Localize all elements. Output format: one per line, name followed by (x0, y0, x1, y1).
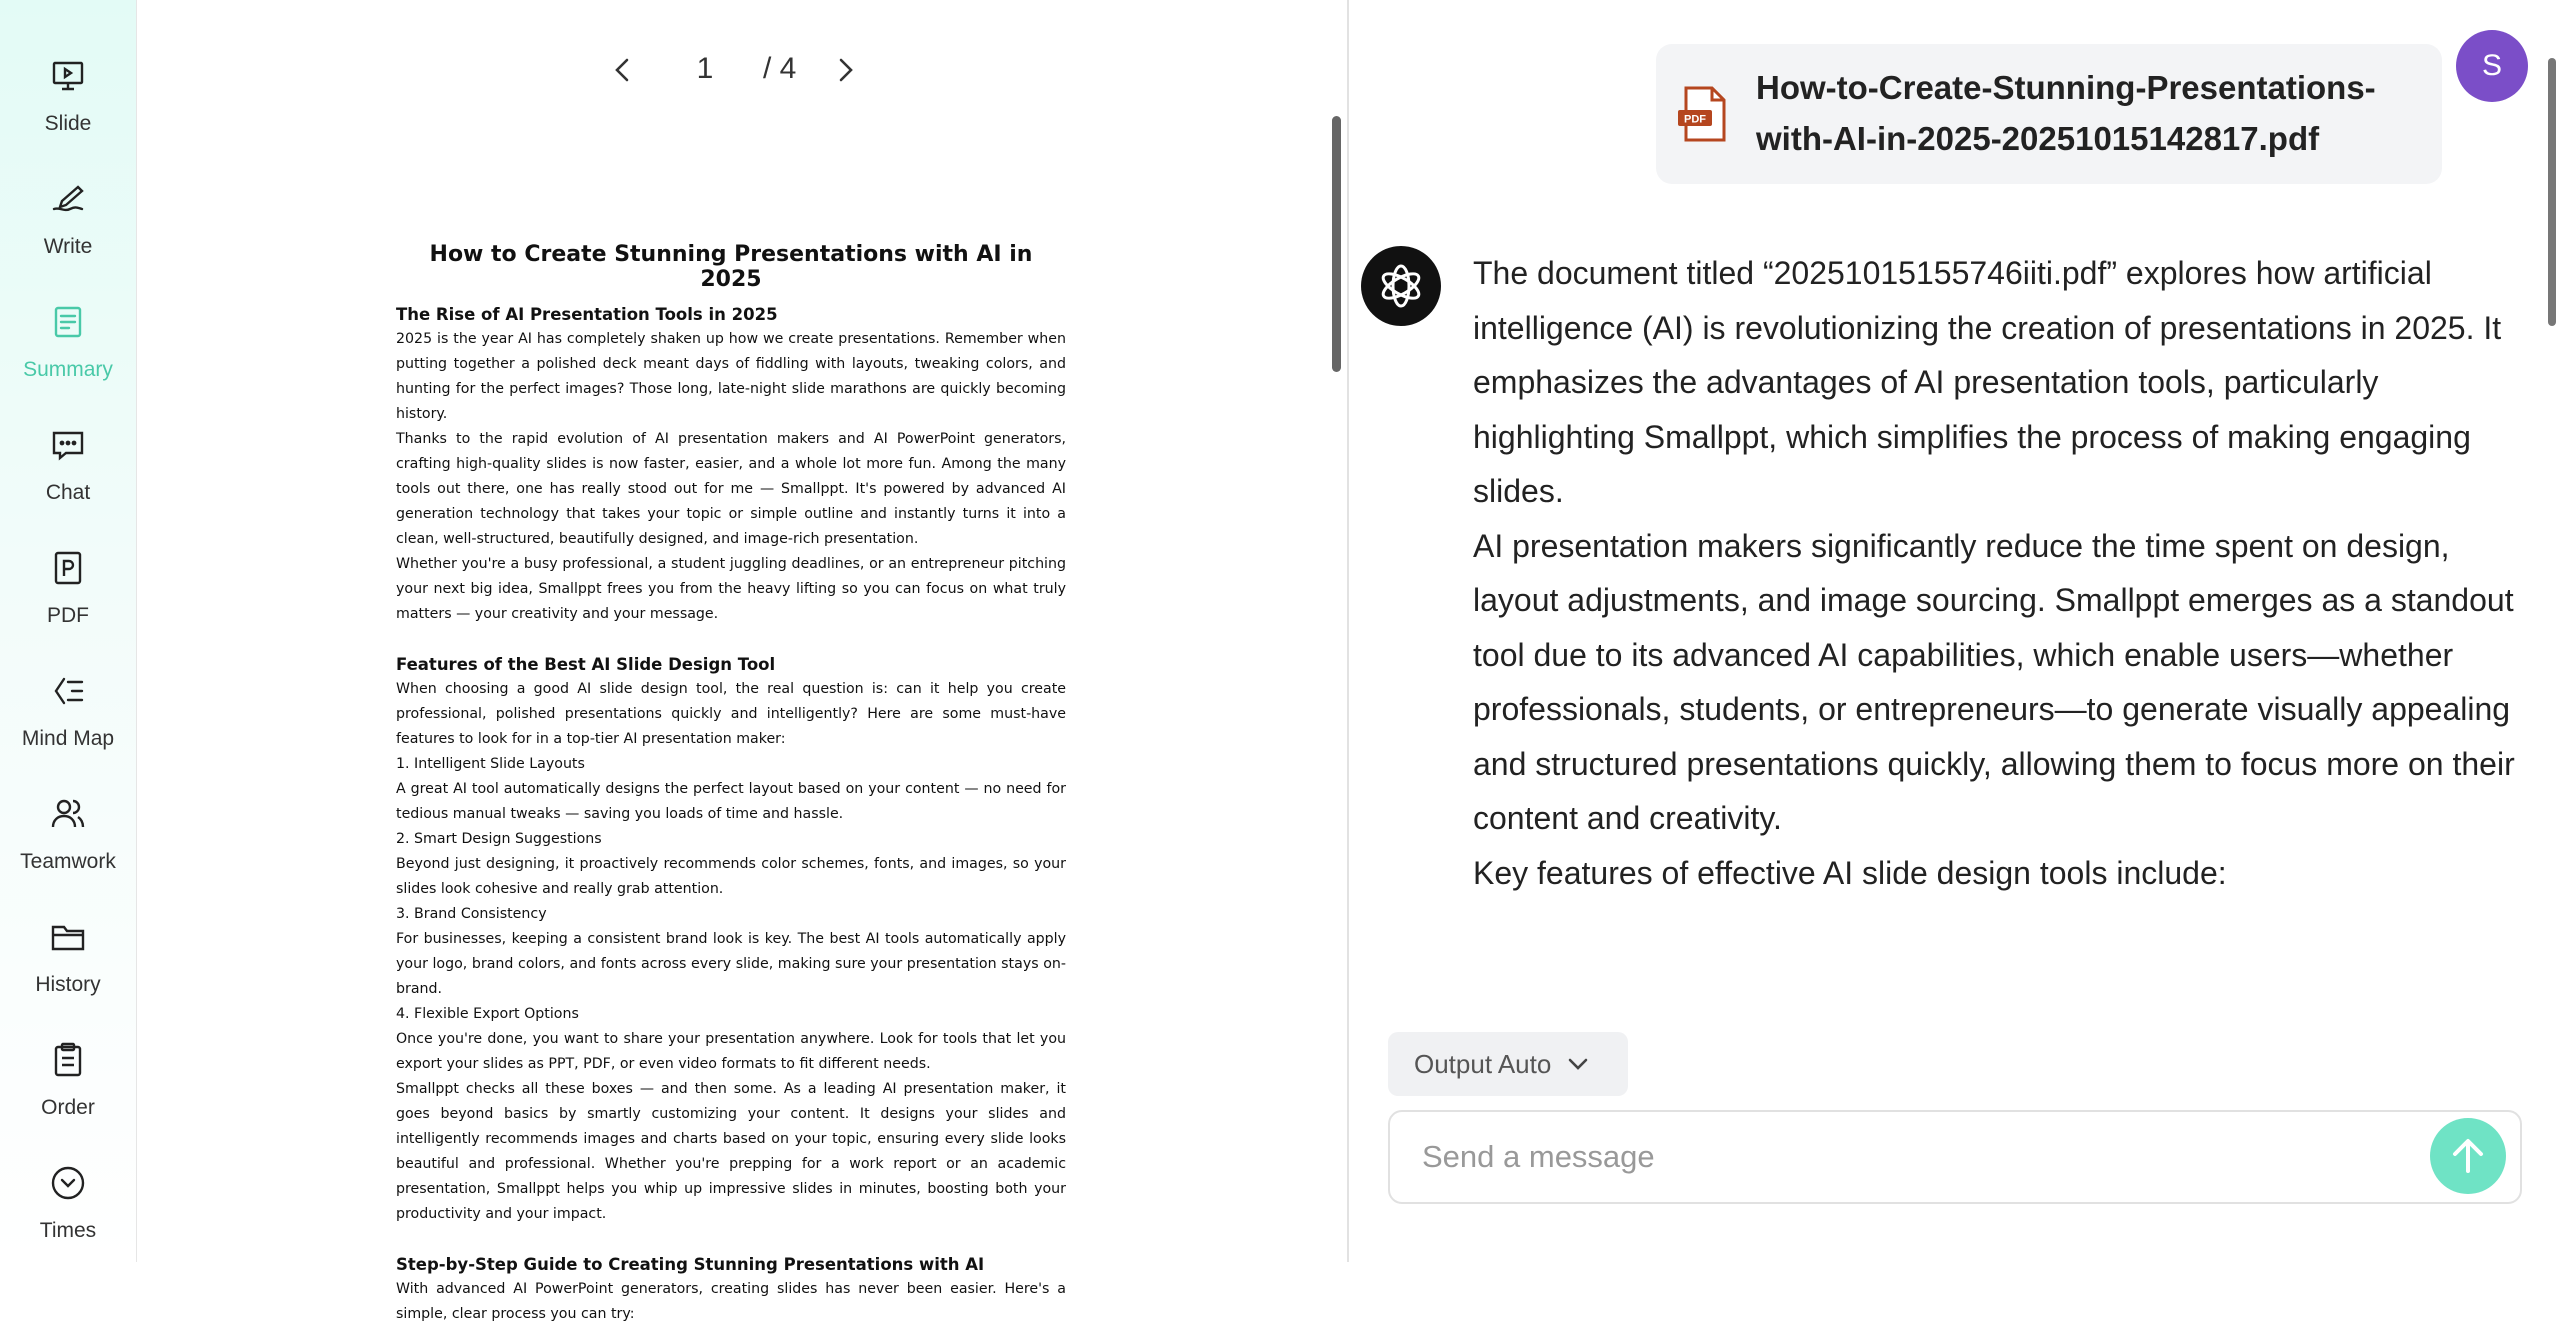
sidebar-item-times[interactable] (0, 1151, 136, 1261)
viewer-scroll-thumb[interactable] (1332, 116, 1341, 372)
sidebar-item-history[interactable] (0, 905, 136, 1015)
paragraph: Once you're done, you want to share your presentation anywhere. Look for tools that let you export your slides as PPT, PDF, or even video formats to fit different needs. (396, 1031, 1066, 1072)
chat-bubble-icon (44, 421, 92, 469)
file-name: How-to-Create-Stunning-Presentations-with-AI-in-2025-20251015142817.pdf (1756, 69, 2376, 157)
output-mode-label: Output Auto (1414, 1048, 1552, 1079)
paragraph: Smallppt checks all these boxes — and then some. As a leading AI presentation maker, it goes beyond basics by smartly customizing your content. It designs your slides and intelligently recommends images and charts based on your topic, ensuring every slide looks beautiful and professional. Whether you're prepping for a work report or an academic presentation, Smallppt helps you whip up impressive slides in minutes, boosting both your productivity and your impact. (396, 1081, 1066, 1222)
sidebar-item-label: Mind Map (21, 727, 115, 750)
sidebar-item-label: PDF (47, 604, 89, 627)
page-navigator (137, 48, 1347, 92)
message-paragraph: Key features of effective AI slide design tools include: (1473, 854, 2227, 891)
section-heading: The Rise of AI Presentation Tools in 2025 (396, 305, 778, 324)
paragraph: A great AI tool automatically designs the perfect layout based on your content — no need for tedious manual tweaks — saving you loads of time and hassle. (396, 781, 1066, 822)
mind-map-icon (44, 667, 92, 715)
feature-title: 3. Brand Consistency (396, 906, 547, 922)
previous-page-button[interactable] (605, 52, 641, 88)
message-composer (1388, 1110, 2522, 1204)
sidebar-item-teamwork[interactable] (0, 782, 136, 892)
message-paragraph: AI presentation makers significantly reduce the time spent on design, layout adjustments, and image sourcing. Smallppt emerges as a standout tool due to its advanced AI capabilities, which enable users—whether professionals, students, or entrepreneurs—to generate visually appealing and structured presentations quickly, allowing them to focus more on their content and creativity. (1473, 527, 2515, 836)
document-title: How to Create Stunning Presentations with AI in 2025 (429, 242, 1033, 292)
sidebar-item-label: Order (41, 1096, 95, 1119)
sidebar-item-label: Slide (44, 112, 92, 135)
chevron-down-icon (1565, 1051, 1591, 1077)
chevron-circle-icon (44, 1159, 92, 1207)
team-icon (44, 790, 92, 838)
sidebar-item-label: Summary (23, 358, 113, 381)
sidebar-item-summary[interactable] (0, 290, 136, 400)
section-heading: Step-by-Step Guide to Creating Stunning Presentations with AI (396, 1255, 985, 1274)
paragraph: 2025 is the year AI has completely shaken up how we create presentations. Remember when putting together a polished deck meant days of fiddling with layouts, tweaking colors, and hunting for the perfect images? Those long, late-night slide marathons are quickly becoming history. (396, 331, 1066, 422)
user-avatar[interactable]: S (2456, 30, 2528, 102)
assistant-message (1473, 246, 2523, 900)
sidebar-item-label: Chat (45, 481, 91, 504)
section-heading: Features of the Best AI Slide Design Tool (396, 655, 776, 674)
sidebar-item-label: Write (43, 235, 93, 258)
next-page-button[interactable] (827, 52, 863, 88)
sidebar-item-order[interactable] (0, 1028, 136, 1138)
message-input[interactable] (1420, 1134, 2384, 1180)
chevron-right-icon (827, 52, 863, 88)
sidebar-item-chat[interactable] (0, 413, 136, 523)
attached-file-card[interactable] (1656, 44, 2442, 184)
paragraph: Whether you're a busy professional, a student juggling deadlines, or an entrepreneur pitching your next big idea, Smallppt frees you from the heavy lifting so you can focus on what truly matters — your creativity and your message. (396, 556, 1066, 622)
paragraph: When choosing a good AI slide design tool, the real question is: can it help you create professional, polished presentations quickly and intelligently? Here are some must-have features to look for in a top-tier AI presentation maker: (396, 681, 1066, 747)
message-paragraph: The document titled “20251015155746iiti.pdf” explores how artificial intelligence (AI) is revolutionizing the creation of presentations in 2025. It emphasizes the advantages of AI presentation tools, particularly highlighting Smallppt, which simplifies the process of making engaging slides. (1473, 255, 2502, 509)
pdf-page-content (396, 240, 1066, 1327)
sidebar-item-pdf[interactable] (0, 536, 136, 646)
output-mode-dropdown[interactable] (1388, 1032, 1628, 1096)
sidebar-item-label: Teamwork (20, 850, 116, 873)
folder-icon (44, 913, 92, 961)
pdf-icon (44, 544, 92, 592)
sidebar-item-label: History (35, 973, 101, 996)
pen-icon (44, 175, 92, 223)
pdf-viewer (137, 0, 1349, 1322)
feature-title: 2. Smart Design Suggestions (396, 831, 602, 847)
sidebar-item-slide[interactable] (0, 44, 136, 154)
current-page-number[interactable]: 1 (696, 52, 714, 85)
sidebar-item-write[interactable] (0, 167, 136, 277)
summary-doc-icon (44, 298, 92, 346)
total-pages: / 4 (763, 52, 797, 85)
paragraph: Thanks to the rapid evolution of AI presentation makers and AI PowerPoint generators, crafting high-quality slides is now faster, easier, and a whole lot more fun. Among the many tools out there, one has really stood out for me — Smallppt. It's powered by advanced AI generation technology that takes your topic or simple outline and instantly turns it into a clean, well-structured, beautifully designed, and image-rich presentation. (396, 431, 1066, 547)
chevron-left-icon (605, 52, 641, 88)
svg-text:PDF: PDF (1684, 113, 1706, 126)
paragraph: Beyond just designing, it proactively recommends color schemes, fonts, and images, so your slides look cohesive and really grab attention. (396, 856, 1066, 897)
presentation-icon (44, 52, 92, 100)
sidebar-item-mind-map[interactable] (0, 659, 136, 769)
assistant-avatar (1361, 246, 1441, 326)
paragraph: For businesses, keeping a consistent brand look is key. The best AI tools automatically apply your logo, brand colors, and fonts across every slide, making sure your presentation stays on-brand. (396, 931, 1066, 997)
openai-logo-icon (1371, 256, 1431, 316)
feature-title: 1. Intelligent Slide Layouts (396, 756, 585, 772)
viewer-scrollbar[interactable] (1325, 0, 1347, 1262)
arrow-up-icon (2445, 1133, 2491, 1179)
sidebar (0, 0, 137, 1262)
pdf-file-icon (1674, 84, 1734, 144)
feature-title: 4. Flexible Export Options (396, 1006, 579, 1022)
paragraph: With advanced AI PowerPoint generators, creating slides has never been easier. Here's a simple, clear process you can try: (396, 1281, 1066, 1322)
sidebar-item-label: Times (39, 1219, 97, 1242)
clipboard-icon (44, 1036, 92, 1084)
send-button[interactable] (2430, 1118, 2506, 1194)
chat-scroll-thumb[interactable] (2548, 58, 2556, 326)
